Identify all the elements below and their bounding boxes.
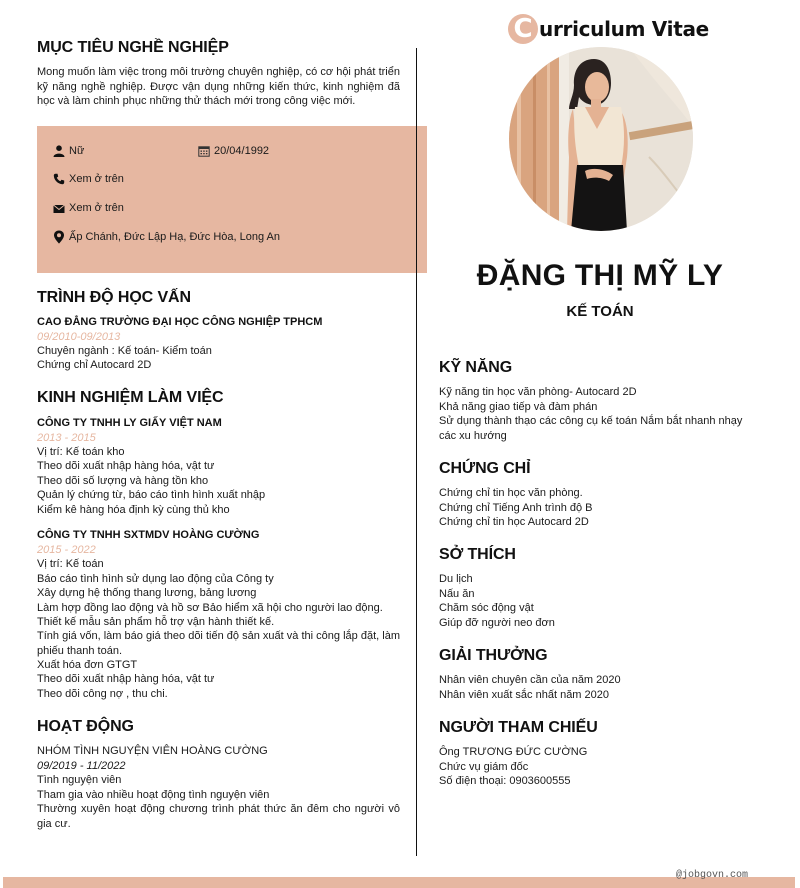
email-value: Xem ở trên [69,202,124,214]
awards-line: Nhân viên xuất sắc nhất năm 2020 [439,689,610,701]
contact-email [53,202,124,214]
calendar-icon [198,145,210,157]
education-line: Chứng chỉ Autocard 2D [37,359,152,371]
education-date: 09/2010-09/2013 [37,331,121,343]
mail-icon [53,202,65,214]
experience-title: KINH NGHIỆM LÀM VIỆC [37,389,224,406]
hobbies-line: Nấu ăn [439,588,475,600]
activities-date: 09/2019 - 11/2022 [37,760,126,772]
birthday-value: 20/04/1992 [214,145,270,157]
job-line: Vị trí: Kế toán kho [37,446,125,458]
awards-title: GIẢI THƯỞNG [439,647,548,664]
profile-photo-image [509,47,693,231]
job-date: 2013 - 2015 [37,432,96,444]
education-title: TRÌNH ĐỘ HỌC VẤN [37,289,191,306]
address-value: Ấp Chánh, Đức Lập Hạ, Đức Hòa, Long An [69,231,281,243]
references-title: NGƯỜI THAM CHIẾU [439,719,598,736]
skills-line: Sử dụng thành thạo các công cụ kế toán Nắm bắt nhanh nhạy các xu hướng [439,415,743,442]
skills-title: KỸ NĂNG [439,359,513,376]
references-line: Ông TRƯƠNG ĐỨC CƯỜNG [439,746,588,758]
skills-line: Khả năng giao tiếp và đàm phán [439,401,598,413]
contact-address [53,230,280,244]
contact-gender [53,145,84,157]
job-line: Kiểm kê hàng hóa định kỳ cùng thủ kho [37,504,230,516]
activities-line: Tham gia vào nhiều hoạt động tình nguyện viên [37,789,270,801]
job-line: Quản lý chứng từ, báo cáo tình hình xuất nhập [37,489,266,501]
job-line: Thiết kế mẫu sản phẩm hỗ trợ vận hành thiết kế. [37,616,275,628]
contact-box [37,126,427,273]
user-icon [53,145,65,157]
job-line: Theo dõi xuất nhập hàng hóa, vật tư [37,673,215,685]
references-line: Chức vụ giám đốc [439,761,529,773]
job-line: Theo dõi công nợ , thu chi. [37,688,168,700]
gender-value: Nữ [69,145,85,157]
hobbies-line: Giúp đỡ người neo đơn [439,617,555,629]
education-line: Chuyên ngành : Kế toán- Kiểm toán [37,345,212,357]
phone-value: Xem ở trên [69,173,124,185]
candidate-role: KẾ TOÁN [566,303,634,320]
certificates-line: Chứng chỉ tin học văn phòng. [439,487,583,499]
job-date: 2015 - 2022 [37,544,96,556]
hobbies-line: Du lịch [439,573,473,585]
hobbies-title: SỞ THÍCH [439,546,516,563]
job-line: Làm hợp đồng lao động và hồ sơ Bảo hiểm xã hội cho người lao động. [37,602,383,614]
contact-birthday [198,145,269,157]
awards-line: Nhân viên chuyên cần của năm 2020 [439,674,621,686]
activities-org: NHÓM TÌNH NGUYỆN VIÊN HOÀNG CƯỜNG [37,745,268,757]
activities-line: Tình nguyện viên [37,774,122,786]
job-company: CÔNG TY TNHH LY GIẤY VIỆT NAM [37,417,222,429]
activities-title: HOẠT ĐỘNG [37,718,134,735]
objective-text: Mong muốn làm việc trong môi trường chuyên nghiệp, có cơ hội phát triển kỹ năng nghề nghiệp. Được vận dụng những kiến thức, kinh nghiệm đã học và làm chinh phục những thử thách mới trong công việc mới. [37,66,400,107]
location-pin-icon [53,230,65,244]
contact-phone [53,173,124,185]
certificates-line: Chứng chỉ Tiếng Anh trình độ B [439,502,593,514]
phone-icon [53,173,65,185]
objective-title: MỤC TIÊU NGHỀ NGHIỆP [37,39,229,56]
job-line: Báo cáo tình hình sử dụng lao động của Công ty [37,573,274,585]
skills-line: Kỹ năng tin học văn phòng- Autocard 2D [439,386,637,398]
cv-logo [508,14,709,44]
candidate-name: ĐẶNG THỊ MỸ LY [476,259,724,292]
cv-logo-letter: C [508,14,538,44]
job-line: Theo dõi số lượng và hàng tồn kho [37,475,209,487]
certificates-title: CHỨNG CHỈ [439,460,531,477]
activities-line: Thường xuyên hoạt động chương trình phát thức ăn đêm cho người vô gia cư. [37,803,400,830]
certificates-line: Chứng chỉ tin học Autocard 2D [439,516,589,528]
job-line: Vị trí: Kế toán [37,558,104,570]
job-company: CÔNG TY TNHH SXTMDV HOÀNG CƯỜNG [37,529,260,541]
cv-logo-text: urriculum Vitae [539,17,709,41]
profile-photo [509,47,693,231]
job-line: Xây dựng hệ thống thang lương, bảng lương [37,587,257,599]
education-school: CAO ĐẲNG TRƯỜNG ĐẠI HỌC CÔNG NGHIỆP TPHCM [37,316,323,328]
hobbies-line: Chăm sóc động vật [439,602,534,614]
job-line: Theo dõi xuất nhập hàng hóa, vật tư [37,460,215,472]
job-line: Xuất hóa đơn GTGT [37,659,138,671]
references-line: Số điện thoại: 0903600555 [439,775,571,787]
column-divider [416,48,417,856]
watermark: @jobgovn.com [676,870,749,881]
job-line: Tính giá vốn, làm báo giá theo dõi tiến độ sản xuất và thi công lắp đặt, làm phiếu thanh toán. [37,630,400,657]
